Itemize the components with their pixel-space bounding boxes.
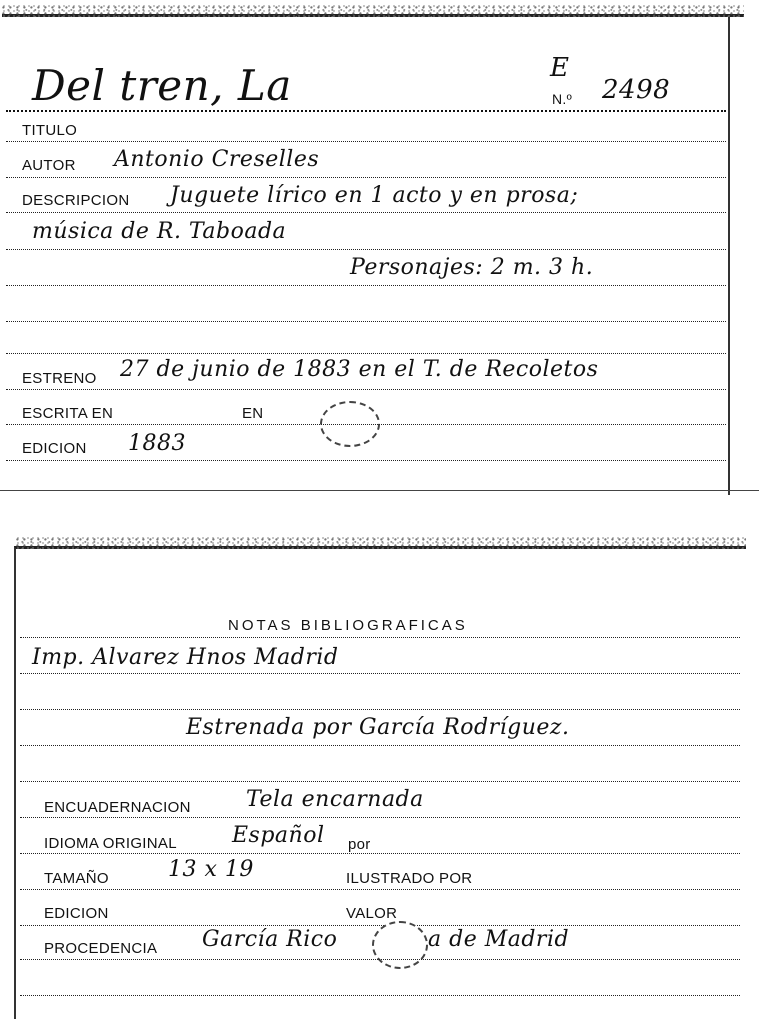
value-estreno: 27 de junio de 1883 en el T. de Recoletos [120,357,599,382]
personajes-line [6,285,726,286]
value-personajes: Personajes: 2 m. 3 h. [350,255,594,280]
value-procedencia-a: García Rico [202,927,338,952]
catalog-letter: E [550,53,570,83]
value-descripcion-line1: Juguete lírico en 1 acto y en prosa; [170,183,579,208]
heading-line [20,637,740,638]
notas-heading: NOTAS BIBLIOGRAFICAS [228,617,468,634]
value-procedencia-b: a de Madrid [428,927,570,952]
number-label: N.º [552,91,573,107]
label-autor: AUTOR [22,157,76,174]
descripcion-line-2 [6,249,726,250]
label-procedencia: PROCEDENCIA [44,940,158,957]
value-edicion: 1883 [128,431,186,456]
notes-line-3 [20,745,740,746]
titulo-line [6,141,726,142]
label-estreno: ESTRENO [22,370,97,387]
label-edicion-back: EDICION [44,905,109,922]
card-separator [0,490,759,491]
label-encuadernacion: ENCUADERNACION [44,799,191,816]
notes-line1: Imp. Alvarez Hnos Madrid [32,645,339,670]
label-en: EN [242,405,264,422]
label-idioma-original: IDIOMA ORIGINAL [44,835,177,852]
value-encuadernacion: Tela encarnada [246,787,424,812]
descripcion-line [6,212,726,213]
blank-line-1 [6,321,726,322]
label-titulo: TITULO [22,122,78,139]
edicion-valor-line [20,925,740,926]
notes-line-4 [20,781,740,782]
label-tamano: TAMAÑO [44,870,109,887]
label-valor: VALOR [346,905,398,922]
card-top-edge-texture [16,537,746,549]
notes-line-1 [20,673,740,674]
encuadernacion-line [20,817,740,818]
title-line [6,110,726,112]
blank-line-2 [6,353,726,354]
label-por: por [348,836,371,853]
procedencia-line [20,959,740,960]
label-ilustrado-por: ILUSTRADO POR [346,870,473,887]
value-autor: Antonio Creselles [114,147,320,172]
escrita-line [6,424,726,425]
number-value: 2498 [602,75,671,105]
notes-line2: Estrenada por García Rodríguez. [186,715,570,740]
tamano-line [20,889,740,890]
title-handwritten: Del tren, La [32,61,292,110]
autor-line [6,177,726,178]
card-top-edge-texture [2,5,744,17]
notes-line-2 [20,709,740,710]
estreno-line [6,389,726,390]
value-idioma-original: Español [232,823,325,848]
idioma-line [20,853,740,854]
stamp-mark-back [372,921,428,969]
label-edicion: EDICION [22,440,87,457]
catalog-card-front [2,14,744,495]
value-descripcion-line2: música de R. Taboada [32,219,287,244]
bottom-line [20,995,740,996]
catalog-card-back [14,546,746,1019]
label-escrita-en: ESCRITA EN [22,405,114,422]
edicion-line [6,460,726,461]
value-tamano: 13 x 19 [168,857,254,882]
label-descripcion: DESCRIPCION [22,192,130,209]
card-right-border [728,17,730,495]
